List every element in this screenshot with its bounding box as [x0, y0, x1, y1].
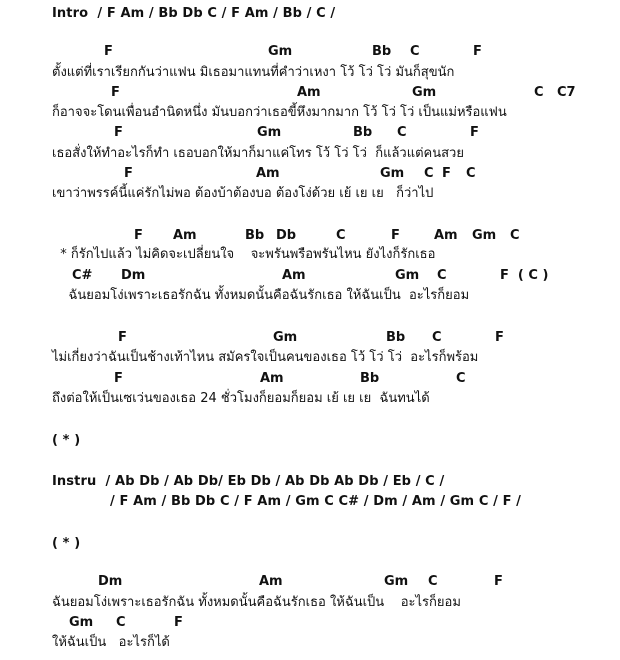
verse1-lyric: ตั้งแต่ที่เราเรียกกันว่าแฟน มิเธอมาแทนที่คำว่าเหงา โว้ โว่ โว่ มันก็สุขนัก — [52, 65, 455, 80]
chord-symbol: F — [391, 228, 400, 243]
chord-symbol: C — [432, 330, 442, 345]
chord-symbol: F — [134, 228, 143, 243]
chord-symbol: Gm — [384, 574, 409, 589]
chord-symbol: F — [118, 330, 127, 345]
chord-symbol: C — [534, 85, 544, 100]
verse6-lyric: ถึงต่อให้เป็นเซเว่นของเธอ 24 ชั่วโมงก็ยอมก็ยอม เย้ เย เย ฉันทนได้ — [52, 391, 430, 406]
chord-symbol: Dm — [121, 268, 146, 283]
chord-symbol: Gm — [380, 166, 405, 181]
chord-symbol: C — [397, 125, 407, 140]
chord-symbol: Am — [434, 228, 458, 243]
chord-symbol: Dm — [98, 574, 123, 589]
chord-symbol: Gm — [69, 615, 94, 630]
chord-symbol: C — [410, 44, 420, 59]
chord-symbol: C — [510, 228, 520, 243]
chord-symbol: Bb — [353, 125, 373, 140]
chord-symbol: F — [470, 125, 479, 140]
chord-symbol: Am — [260, 371, 284, 386]
chord-symbol: F — [495, 330, 504, 345]
chord-symbol: F — [114, 371, 123, 386]
chord-symbol: Gm — [257, 125, 282, 140]
chorus2-lyric: ฉันยอมโง่เพราะเธอรักฉัน ทั้งหมดนั้นคือฉันรักเธอ ให้ฉันเป็น อะไรก็ยอม — [52, 288, 470, 303]
chord-symbol: Gm — [472, 228, 497, 243]
chord-symbol: Am — [282, 268, 306, 283]
chord-symbol: C — [437, 268, 447, 283]
chord-symbol: Bb — [372, 44, 392, 59]
chord-symbol: F — [174, 615, 183, 630]
chord-symbol: F — [494, 574, 503, 589]
chord-symbol: Am — [259, 574, 283, 589]
outro2-lyric: ให้ฉันเป็น อะไรก็ได้ — [52, 635, 170, 650]
chord-symbol: F — [473, 44, 482, 59]
chord-symbol: C — [466, 166, 476, 181]
verse2-lyric: ก็อาจจะโดนเพื่อนอำนิดหนึ่ง มันบอกว่าเธอขี้หึงมากมาก โว้ โว่ โว่ เป็นแม่หรือแฟน — [52, 105, 507, 120]
chord-symbol: Gm — [268, 44, 293, 59]
verse3-lyric: เธอสั่งให้ทำอะไรก็ทำ เธอบอกให้มาก็มาแค่โทร โว้ โว่ โว่ ก็แล้วแต่คนสวย — [52, 146, 464, 161]
chord-symbol: Am — [297, 85, 321, 100]
intro-line: Intro / F Am / Bb Db C / F Am / Bb / C / — [52, 6, 336, 21]
chord-symbol: Am — [256, 166, 280, 181]
repeat-chorus-marker-1: ( * ) — [52, 433, 81, 448]
chord-symbol: C7 — [557, 85, 576, 100]
chord-symbol: Gm — [395, 268, 420, 283]
chord-symbol: C# — [72, 268, 93, 283]
instrumental-line-1: Instru / Ab Db / Ab Db/ Eb Db / Ab Db Ab Db / Eb / C / — [52, 474, 445, 489]
chord-symbol: C — [424, 166, 434, 181]
chord-symbol: F — [124, 166, 133, 181]
chord-symbol: Db — [276, 228, 297, 243]
chord-symbol: Gm — [273, 330, 298, 345]
chord-symbol: F — [114, 125, 123, 140]
chord-symbol: F — [104, 44, 113, 59]
verse4-lyric: เขาว่าพรรค์นี้แค่รักไม่พอ ต้องบ้าต้องบอ ต้องโง่ด้วย เย้ เย เย ก็ว่าไป — [52, 186, 434, 201]
chord-symbol: F — [111, 85, 120, 100]
chord-symbol: Bb — [386, 330, 406, 345]
chorus1-lyric: * ก็รักไปแล้ว ไม่คิดจะเปลี่ยนใจ จะพรันพรือพรันไหน ยังไงก็รักเธอ — [52, 247, 436, 262]
chord-symbol: C — [336, 228, 346, 243]
instrumental-line-2: / F Am / Bb Db C / F Am / Gm C C# / Dm / Am / Gm C / F / — [110, 494, 522, 509]
chord-symbol: Bb — [360, 371, 380, 386]
chord-symbol: C — [456, 371, 466, 386]
chord-symbol: F ( C ) — [500, 268, 549, 283]
chord-symbol: F — [442, 166, 451, 181]
verse5-lyric: ไม่เกี่ยงว่าฉันเป็นช้างเท้าไหน สมัครใจเป็นคนของเธอ โว้ โว่ โว่ อะไรก็พร้อม — [52, 350, 479, 365]
chord-symbol: C — [428, 574, 438, 589]
chord-symbol: Am — [173, 228, 197, 243]
repeat-chorus-marker-2: ( * ) — [52, 536, 81, 551]
chord-symbol: Gm — [412, 85, 437, 100]
outro1-lyric: ฉันยอมโง่เพราะเธอรักฉัน ทั้งหมดนั้นคือฉันรักเธอ ให้ฉันเป็น อะไรก็ยอม — [52, 595, 461, 610]
chord-symbol: Bb — [245, 228, 265, 243]
chord-symbol: C — [116, 615, 126, 630]
